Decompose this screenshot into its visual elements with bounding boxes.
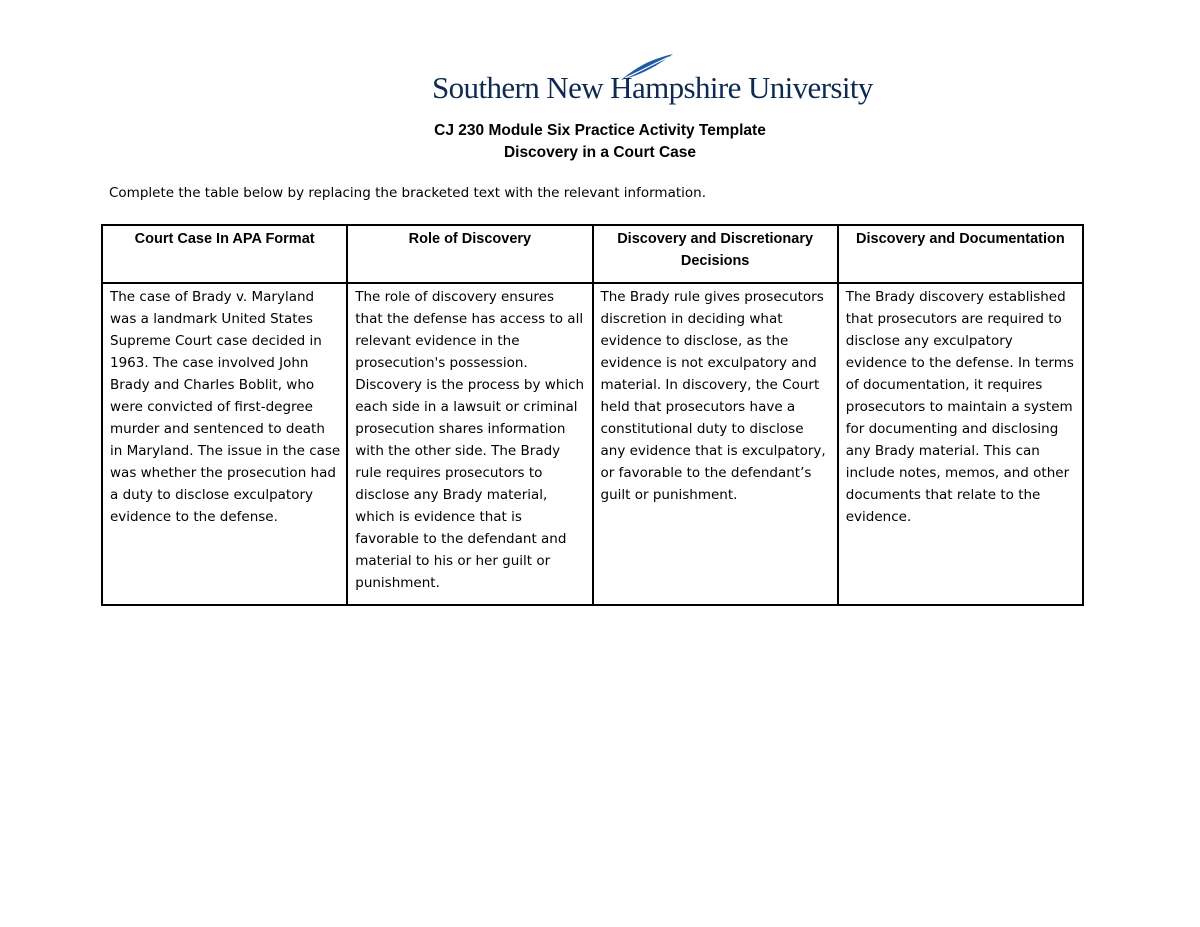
- title-line-1: CJ 230 Module Six Practice Activity Template: [434, 122, 766, 139]
- table-header-row: [102, 225, 1083, 283]
- table-row: [102, 283, 1083, 605]
- title-line-2: Discovery in a Court Case: [503, 144, 697, 161]
- cell-role-of-discovery[interactable]: The role of discovery ensures that the defense has access to all relevant evidence in the prosecution's possession. Discovery is the process by which each side in a lawsuit or criminal prosecution shares information with the other side. The Brady rule requires prosecutors to disclose any Brady material, which is evidence that is favorable to the defendant and material to his or her guilt or punishment.: [347, 283, 592, 605]
- cell-court-case[interactable]: The case of Brady v. Maryland was a landmark United States Supreme Court case decided in 1963. The case involved John Brady and Charles Boblit, who were convicted of first-degree murder and sentenced to death in Maryland. The issue in the case was whether the prosecution had a duty to disclose exculpatory evidence to the defense.: [102, 283, 347, 605]
- discovery-table: [101, 224, 1084, 606]
- header-documentation: Discovery and Documentation: [838, 225, 1083, 283]
- header-discretionary-decisions: Discovery and Discretionary Decisions: [593, 225, 838, 283]
- instructions-text: Complete the table below by replacing the bracketed text with the relevant information.: [109, 185, 706, 201]
- cell-discretionary-decisions[interactable]: The Brady rule gives prosecutors discretion in deciding what evidence to disclose, as the evidence is not exculpatory and material. In discovery, the Court held that prosecutors have a constitutional duty to disclose any evidence that is exculpatory, or favorable to the defendant’s guilt or punishment.: [593, 283, 838, 605]
- logo-text: Southern New Hampshire University: [432, 70, 873, 105]
- document-title: [0, 120, 1200, 164]
- header-role-of-discovery: Role of Discovery: [347, 225, 592, 283]
- cell-documentation[interactable]: The Brady discovery established that prosecutors are required to disclose any exculpatory evidence to the defense. In terms of documentation, it requires prosecutors to maintain a system for documenting and disclosing any Brady material. This can include notes, memos, and other documents that relate to the evidence.: [838, 283, 1083, 605]
- header-court-case: Court Case In APA Format: [102, 225, 347, 283]
- university-logo: [432, 52, 873, 106]
